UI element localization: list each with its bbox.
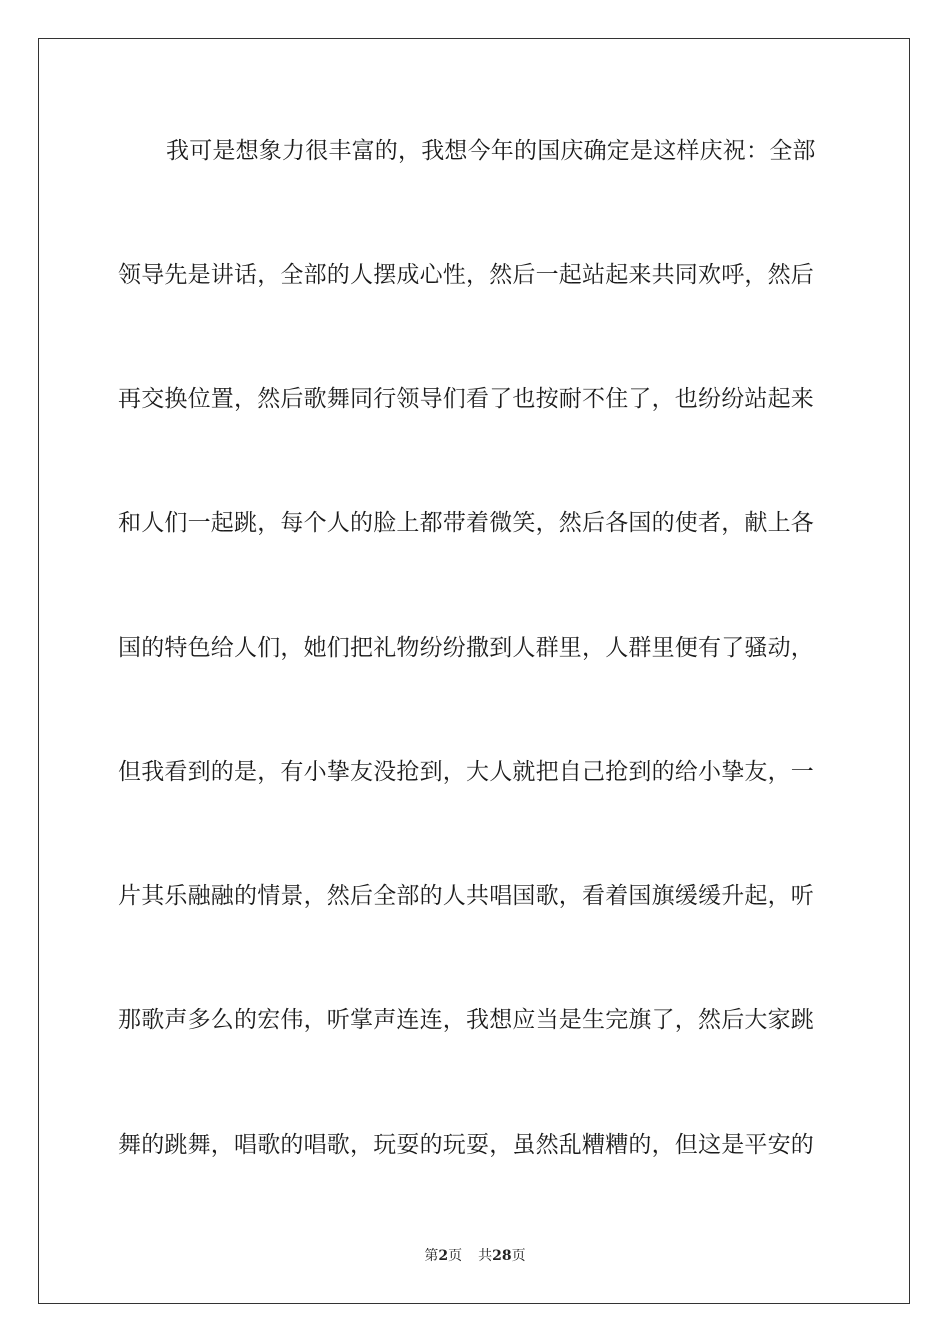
paragraph-line-4: 和人们一起跳，每个人的脸上都带着微笑，然后各国的使者，献上各 [118,510,814,536]
paragraph-line-1: 我可是想象力很丰富的，我想今年的国庆确定是这样庆祝：全部 [166,138,816,164]
paragraph-line-8: 那歌声多么的宏伟，听掌声连连，我想应当是生完旗了，然后大家跳 [118,1007,814,1033]
page-border [38,38,910,1304]
paragraph-line-2: 领导先是讲话，全部的人摆成心性，然后一起站起来共同欢呼，然后 [118,262,814,288]
paragraph-line-6: 但我看到的是，有小挚友没抢到，大人就把自己抢到的给小挚友，一 [118,759,814,785]
paragraph-line-7: 片其乐融融的情景，然后全部的人共唱国歌，看着国旗缓缓升起，听 [118,883,814,909]
page-number: 2 [438,1248,449,1264]
total-pages-prefix: 共 [478,1248,493,1264]
page-number-suffix: 页 [448,1248,463,1264]
total-pages-suffix: 页 [511,1248,526,1264]
page-footer [0,1247,950,1265]
paragraph-line-5: 国的特色给人们，她们把礼物纷纷撒到人群里，人群里便有了骚动， [118,635,814,661]
paragraph-line-9: 舞的跳舞，唱歌的唱歌，玩耍的玩耍，虽然乱糟糟的，但这是平安的 [118,1132,814,1158]
page-number-prefix: 第 [424,1248,439,1264]
total-pages: 28 [492,1248,512,1264]
paragraph-line-3: 再交换位置，然后歌舞同行领导们看了也按耐不住了，也纷纷站起来 [118,386,814,412]
